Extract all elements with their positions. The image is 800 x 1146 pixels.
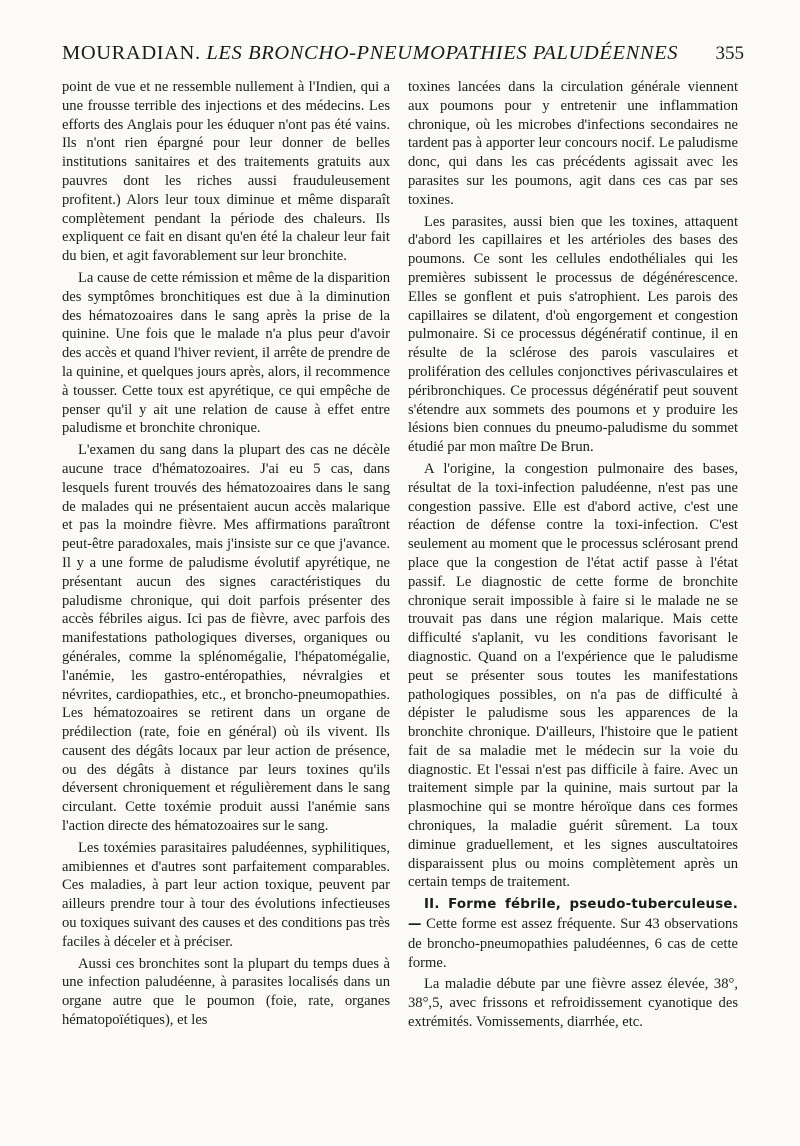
paragraph: Les toxémies parasitaires paludéennes, syphilitiques, amibiennes et d'autres sont parfaitement comparables. Ces maladies, à part leur action toxique, peuvent par ailleurs prendre tour à tour des évolutions infectieuses ou toxiques suivant des causes et des conditions pas très faciles à déceler et à préciser. — [62, 839, 390, 950]
paragraph: Aussi ces bronchites sont la plupart du temps dues à une infection paludéenne, à parasites localisés dans un organe autre que le poumon (foie, rate, organes hématopoïétiques), et les — [62, 955, 390, 1029]
running-title-book: LES BRONCHO-PNEUMOPATHIES PALUDÉENNES — [206, 42, 679, 64]
running-title — [62, 42, 678, 65]
paragraph: toxines lancées dans la circulation générale viennent aux poumons pour y entretenir une inflammation chronique, où les microbes d'infections secondaires ne tardent pas à apporter leur concours nocif. Le paludisme donc, qui dans les cas précédents agissait avec les parasites sur les poumons, agit dans ces cas par ses toxines. — [408, 79, 738, 208]
page-number: 355 — [715, 43, 744, 64]
paragraph: Les parasites, aussi bien que les toxines, attaquent d'abord les capillaires et les artérioles des bases des poumons. Ce sont les cellules endothéliales qui les premières subissent le processus de dégénérescence. Elles se gonflent et puis s'atrophient. Les parois des capillaires se dilatent, d'où engorgement et congestion pulmonaire. Si ce processus dégénératif continue, il en résulte de la sclérose des parois vasculaires et prolifération des cellules conjonctives périvasculaires et péribronchiques. Ce processus dégénératif peut souvent s'étendre aux sommets des poumons et y produire les lésions bien connues du pneumo-paludisme du sommet étudié par mon maître De Brun. — [408, 213, 738, 456]
left-column — [62, 78, 390, 1030]
paragraph: L'examen du sang dans la plupart des cas ne décèle aucune trace d'hématozoaires. J'ai eu 5 cas, dans lesquels furent trouvés des hématozoaires dans le sang de malades qui ne présentaient aucun accès malarique et pas la moindre fièvre. Mes affirmations paraîtront peut-être paradoxales, mais j'insiste sur ce que j'avance. Il y a une forme de paludisme évolutif apyrétique, ne présentant aucun des signes caractéristiques du paludisme chronique, qui doit parfois présenter des accès fébriles aigus. Ici pas de fièvre, avec parfois des manifestations pathologiques diverses, organiques ou générales, comme la splénomégalie, l'hépatomégalie, l'anémie, les gastro-entéropathies, névralgies et névrites, cardiopathies, etc., et broncho-pneumopathies. Les hématozoaires se retirent dans un organe de prédilection (rate, foie en général) où ils vivent. Ils causent des dégâts locaux par leur action de présence, ou des dégâts à distance par leurs toxines qu'ils déversent chroniquement et régulièrement dans le sang circulant. Cette toxémie produit aussi l'anémie sans l'action directe des hématozoaires sur le sang. — [62, 442, 390, 835]
paragraph: point de vue et ne ressemble nullement à l'Indien, qui a une frousse terrible des injections et des médecins. Les efforts des Anglais pour les éduquer n'ont pas été vains. Ils n'ont rien épargné pour leur donner de belles institutions sanitaires et des traitements gratuits aux pauvres dont les riches aussi frauduleusement profitent.) Alors leur toux diminue et même disparaît complètement pendant la période des chaleurs. Ils expliquent ce fait en disant qu'en été la chaleur leur fait du bien, et agit favorablement sur leur bronchite. — [62, 79, 390, 265]
section-heading: II. Forme fébrile, pseudo-tuberculeuse. — — [408, 897, 738, 933]
page-header — [62, 42, 744, 70]
running-title-author: MOURADIAN. — [62, 42, 201, 64]
section-text: Cette forme est assez fréquente. Sur 43 observations de broncho-pneumopathies paludéennes, 6 cas de cette forme. — [408, 916, 738, 971]
section-paragraph — [408, 895, 738, 972]
paragraph: A l'origine, la congestion pulmonaire des bases, résultat de la toxi-infection paludéenne, n'est pas une congestion passive. Elle est d'abord active, c'est une réaction de défense contre la toxi-infection. C'est seulement au moment que le processus sclérosant prend place que la congestion de l'état actif passe à l'état passif. Le diagnostic de cette forme de bronchite chronique serait impossible à faire si le malade ne se trouvait pas dans une région malarique. Mais cette difficulté s'aplanit, vu les conditions favorisant le diagnostic. Quand on a l'expérience que le paludisme peut se présenter sous toutes les manifestations pathologiques possibles, on n'a pas de difficulté à dépister le paludisme sous les apparences de la bronchite chronique. D'ailleurs, l'histoire que le patient fait de sa maladie met le médecin sur la voie du diagnostic. Et l'essai n'est pas difficile à faire. Avec un traitement simple par la quinine, mais surtout par la plasmochine qui se montre héroïque dans ces formes chroniques, la maladie guérit sûrement. La toux diminue graduellement, et les signes auscultatoires disparaissent plus ou moins complètement après un certain temps de traitement. — [408, 460, 738, 891]
right-column — [408, 78, 738, 1032]
paragraph: La maladie débute par une fièvre assez élevée, 38°, 38°,5, avec frissons et refroidissement cyanotique des extrémités. Vomissements, diarrhée, etc. — [408, 976, 738, 1031]
paragraph: La cause de cette rémission et même de la disparition des symptômes bronchitiques est due à la diminution des hématozoaires dans le sang après la prise de la quinine. Une fois que le malade n'a plus peur d'avoir des accès et quand l'hiver revient, il arrête de prendre de la quinine, et quelques jours après, alors, il recommence à tousser. Cette toux est apyrétique, ce qui empêche de penser qu'il y ait une relation de cause à effet entre paludisme et bronchite chronique. — [62, 269, 390, 437]
